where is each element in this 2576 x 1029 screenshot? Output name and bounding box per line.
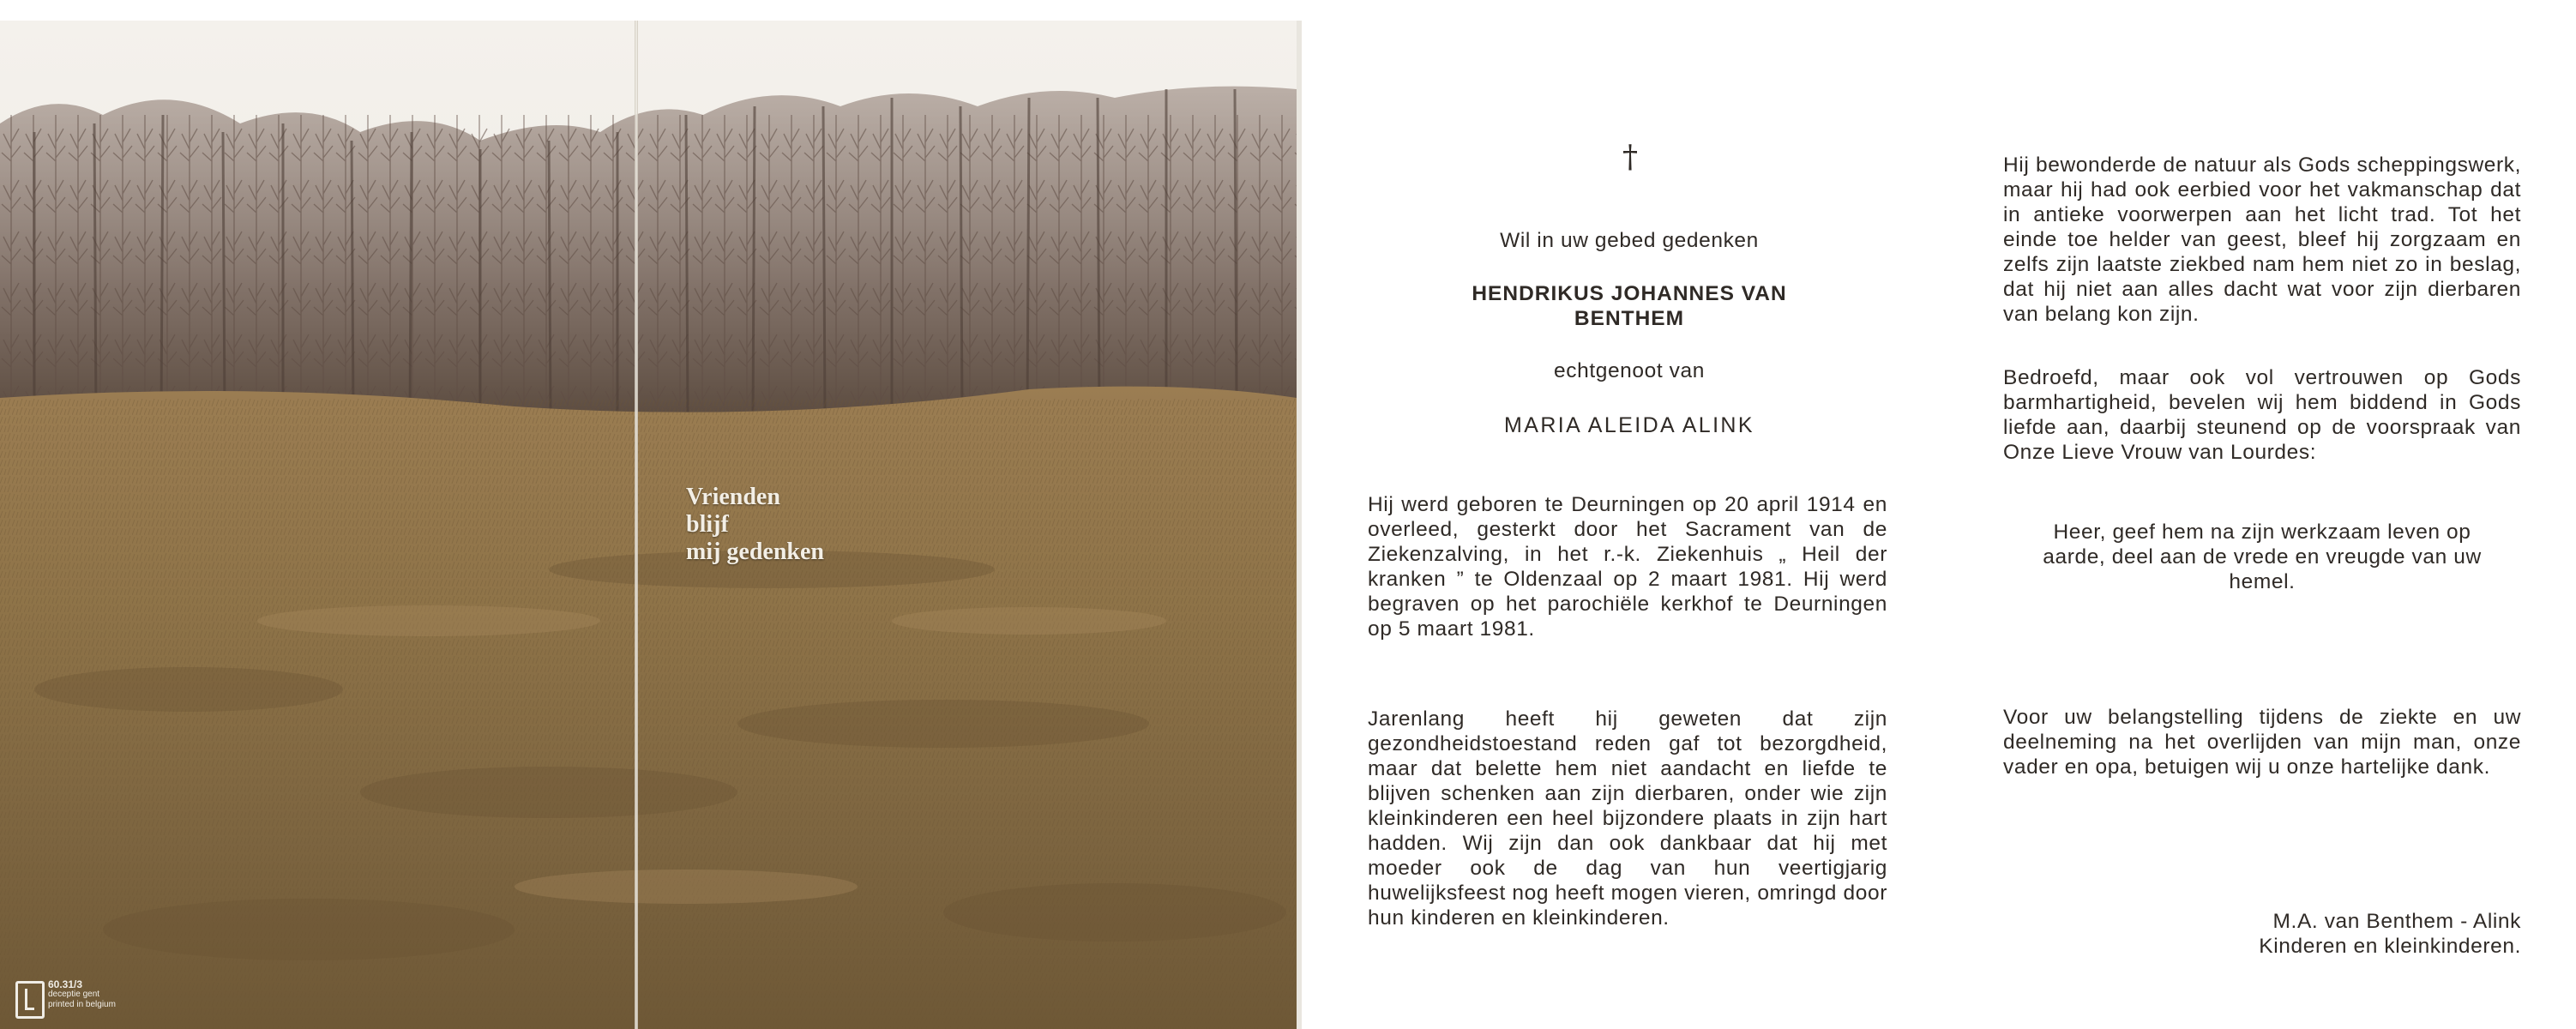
biography-paragraph-3: Hij bewonderde de natuur als Gods scheppingswerk, maar hij had ook eerbied voor het vakmanschap dat in antieke voorwerpen aan het licht trad. Tot het einde toe helder van geest, bleef hij zorgzaam en zelfs zijn laatste ziekbed nam hem niet zo in beslag, dat hij niet aan alles dacht wat voor zijn dierbaren van belang kon zijn.	[2003, 153, 2521, 326]
deceased-name: HENDRIKUS JOHANNES VAN BENTHEM	[1472, 282, 1787, 330]
signature-line-2: Kinderen en kleinkinderen.	[2259, 935, 2521, 958]
motto-line-1: Vrienden	[686, 484, 780, 510]
cover-motto	[686, 484, 824, 566]
prayer-text: Heer, geef hem na zijn werkzaam leven op aarde, deel aan de vrede en vreugde van uw hemel.	[2043, 521, 2482, 593]
motto-line-2: blijf	[686, 511, 729, 538]
biography-paragraph-2: Jarenlang heeft hij geweten dat zijn gezondheidstoestand reden gaf tot bezorgdheid, maar dat belette hem niet aandacht en liefde te blijven schenken aan zijn dierbaren, onder wie zijn kleinkinderen een heel bijzondere plaats in zijn hart hadden. Wij zijn dan ook dankbaar dat hij met moeder ook de dag van hun veertigjarig huwelijksfeest nog heeft mogen vieren, omringd door hun kinderen en kleinkinderen.	[1368, 707, 1887, 930]
printer-info	[48, 979, 116, 1010]
printer-line-2: printed in belgium	[48, 1000, 116, 1009]
printer-line-1: deceptie gent	[48, 990, 100, 999]
winter-meadow-illustration	[0, 21, 1297, 1029]
intro-text: Wil in uw gebed gedenken	[1500, 229, 1759, 252]
biography-paragraph-4: Bedroefd, maar ook vol vertrouwen op Gods barmhartigheid, bevelen wij hem biddend in Gods liefde aan, daarbij steunend op de voorspraak van Onze Lieve Vrouw van Lourdes:	[2003, 366, 2521, 464]
cross-icon: †	[1622, 140, 1638, 175]
signature-line-1: M.A. van Benthem - Alink	[2272, 910, 2521, 933]
thanks-text: Voor uw belangstelling tijdens de ziekte en uw deelneming na het overlijden van mijn man, onze vader en opa, betuigen wij u onze hartelijke dank.	[2003, 706, 2521, 779]
card-fold-line	[635, 21, 638, 1029]
spouse-label: echtgenoot van	[1554, 359, 1705, 382]
biography-paragraph-1: Hij werd geboren te Deurningen op 20 april 1914 en overleed, gesterkt door het Sacrament van de Ziekenzalving, in het r.-k. Ziekenhuis „ Heil der kranken ” te Oldenzaal op 2 maart 1981. Hij werd begraven op het parochiële kerkhof te Deurningen op 5 maart 1981.	[1368, 493, 1887, 641]
motto-line-3: mij gedenken	[686, 539, 824, 565]
signature	[2144, 909, 2521, 959]
printer-code: 60.31/3	[48, 978, 83, 990]
cover-photo	[0, 21, 1297, 1029]
printer-logo-icon	[15, 981, 45, 1019]
panel-divider	[1297, 21, 1302, 1029]
spouse-name: MARIA ALEIDA ALINK	[1504, 413, 1754, 437]
